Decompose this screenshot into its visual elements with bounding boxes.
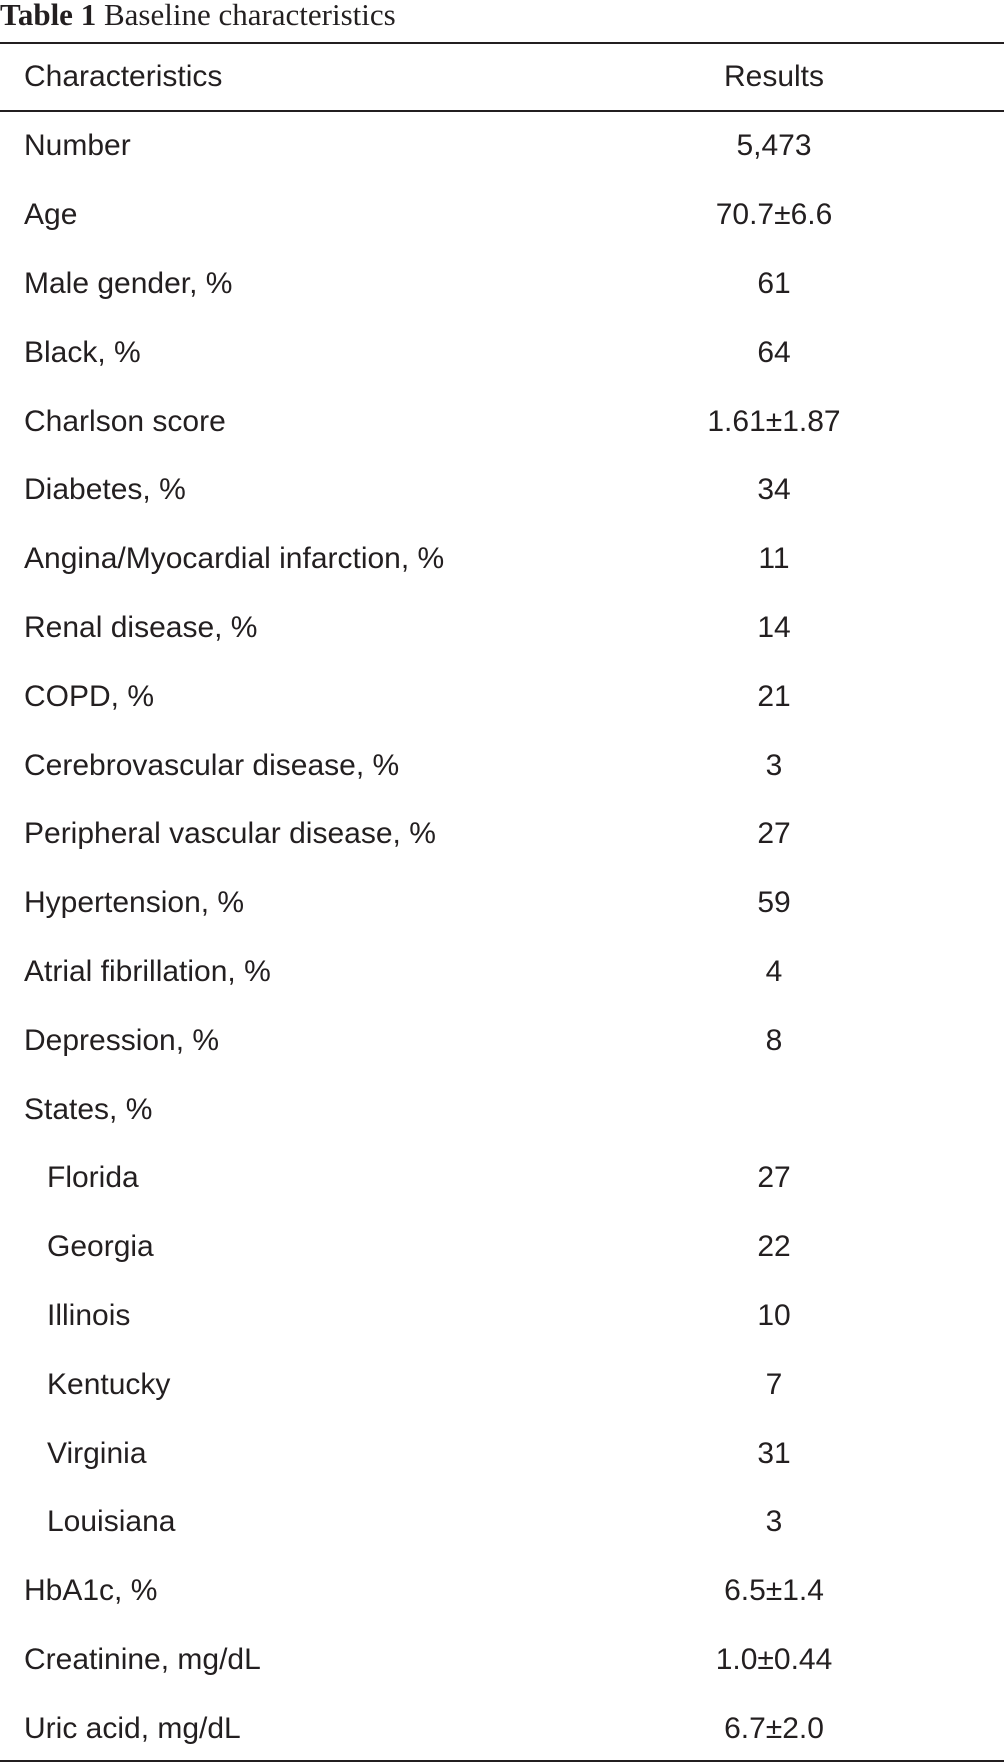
table-row [0, 1006, 1004, 1075]
row-value: 59 [757, 886, 791, 920]
table-row [0, 1488, 1004, 1557]
table-row [0, 112, 1004, 181]
table-row [0, 1350, 1004, 1419]
row-label: Diabetes, % [24, 473, 186, 507]
table-row [0, 525, 1004, 594]
table-row [0, 1282, 1004, 1351]
table-row [0, 1694, 1004, 1763]
row-value: 31 [757, 1436, 791, 1470]
row-label: Number [24, 129, 131, 163]
row-value: 70.7±6.6 [715, 198, 833, 232]
row-label: Charlson score [24, 404, 226, 438]
row-label: Illinois [47, 1298, 131, 1332]
table-caption-title: Baseline characteristics [103, 0, 396, 32]
row-value: 3 [765, 748, 783, 782]
row-label: Renal disease, % [24, 610, 258, 644]
table-row [0, 1626, 1004, 1695]
column-header-results: Results [723, 60, 825, 93]
row-value: 22 [757, 1230, 791, 1264]
row-label: Depression, % [24, 1023, 220, 1057]
table-row [0, 938, 1004, 1007]
column-header-characteristics: Characteristics [24, 60, 223, 93]
table-bottom-rule [0, 1760, 1004, 1762]
row-value: 8 [765, 1023, 783, 1057]
row-label: Louisiana [47, 1505, 176, 1539]
row-value: 27 [757, 817, 791, 851]
table-body [0, 112, 1004, 1763]
row-value: 4 [765, 954, 783, 988]
row-label: HbA1c, % [24, 1574, 158, 1608]
table-row [0, 456, 1004, 525]
table-row [0, 387, 1004, 456]
row-label: Black, % [24, 335, 141, 369]
table-row [0, 662, 1004, 731]
row-value: 1.0±0.44 [715, 1642, 833, 1676]
row-label: Virginia [47, 1436, 147, 1470]
row-value: 3 [765, 1505, 783, 1539]
row-value: 64 [757, 335, 791, 369]
row-value [635, 1075, 913, 1144]
row-label: States, % [24, 1092, 153, 1126]
row-value: 61 [757, 266, 791, 300]
table-caption-label: Table 1 [0, 0, 97, 32]
row-value: 6.7±2.0 [724, 1711, 824, 1745]
row-value: 1.61±1.87 [707, 404, 841, 438]
row-label: Uric acid, mg/dL [24, 1711, 241, 1745]
table-header-row [0, 44, 1004, 110]
row-value: 10 [757, 1298, 791, 1332]
baseline-table [0, 44, 1004, 1745]
table-row [0, 1557, 1004, 1626]
row-label: Creatinine, mg/dL [24, 1642, 261, 1676]
table-row [0, 594, 1004, 663]
row-label: Male gender, % [24, 266, 233, 300]
row-value: 27 [757, 1161, 791, 1195]
table-row [0, 869, 1004, 938]
row-label: Age [24, 198, 78, 232]
table-row [0, 318, 1004, 387]
row-value: 6.5±1.4 [724, 1574, 824, 1608]
row-value: 11 [758, 542, 790, 576]
row-label: Florida [47, 1161, 139, 1195]
table-row [0, 250, 1004, 319]
table-row-group-header [0, 1075, 1004, 1144]
row-label: Angina/Myocardial infarction, % [24, 542, 445, 576]
row-value: 7 [765, 1367, 783, 1401]
row-value: 34 [757, 473, 791, 507]
row-value: 21 [757, 679, 791, 713]
table-row [0, 1213, 1004, 1282]
row-label: Hypertension, % [24, 886, 245, 920]
row-label: Atrial fibrillation, % [24, 954, 271, 988]
row-value: 5,473 [736, 129, 812, 163]
row-label: Peripheral vascular disease, % [24, 817, 436, 851]
table-row [0, 800, 1004, 869]
table-row [0, 1144, 1004, 1213]
row-label: Georgia [47, 1230, 154, 1264]
table-row [0, 181, 1004, 250]
row-value: 14 [757, 610, 791, 644]
table-row [0, 1419, 1004, 1488]
row-label: Cerebrovascular disease, % [24, 748, 400, 782]
row-label: Kentucky [47, 1367, 171, 1401]
table-caption [0, 0, 396, 40]
row-label: COPD, % [24, 679, 155, 713]
table-row [0, 731, 1004, 800]
